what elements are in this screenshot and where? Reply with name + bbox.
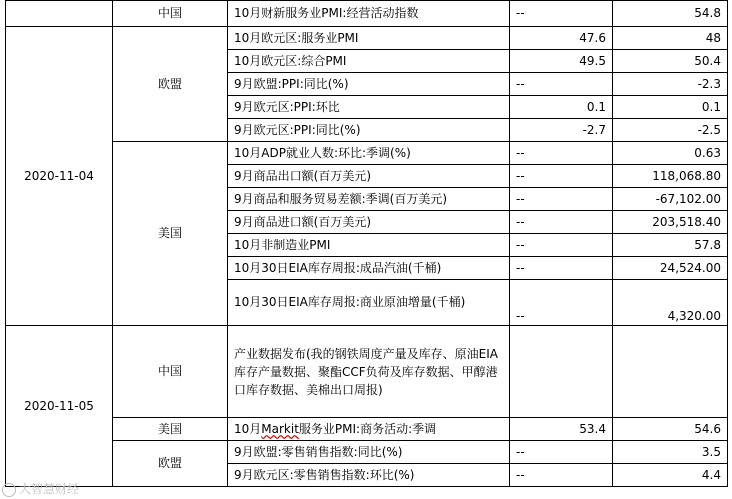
table-row [6, 142, 728, 165]
region-cell: 中国 [113, 326, 228, 418]
table-row [6, 418, 728, 441]
expected-cell: 0.63 [613, 142, 728, 165]
expected-cell: 50.4 [613, 50, 728, 73]
previous-cell: 47.6 [510, 27, 613, 50]
economic-calendar-table [5, 0, 728, 487]
table-row [6, 441, 728, 464]
region-cell: 美国 [113, 142, 228, 326]
indicator-cell: 9月商品和服务贸易差额:季调(百万美元) [228, 188, 510, 211]
table-row [6, 27, 728, 50]
previous-cell: -- [510, 188, 613, 211]
expected-cell: -2.3 [613, 73, 728, 96]
expected-cell [613, 326, 728, 418]
indicator-cell: 10月欧元区:服务业PMI [228, 27, 510, 50]
expected-cell: 54.6 [613, 418, 728, 441]
previous-cell: -- [510, 234, 613, 257]
expected-cell: 4.4 [613, 464, 728, 487]
previous-cell: -- [510, 165, 613, 188]
indicator-cell: 9月欧元区:PPI:同比(%) [228, 119, 510, 142]
table-row [6, 1, 728, 27]
expected-cell: 118,068.80 [613, 165, 728, 188]
previous-cell: 49.5 [510, 50, 613, 73]
region-cell: 欧盟 [113, 27, 228, 142]
indicator-prefix: 10月 [234, 421, 262, 436]
date-cell [6, 1, 113, 27]
previous-cell: -- [510, 142, 613, 165]
previous-cell: 0.1 [510, 96, 613, 119]
previous-cell: -- [510, 211, 613, 234]
indicator-cell: 10月30日EIA库存周报:商业原油增量(千桶) [228, 280, 510, 326]
indicator-cell: 9月商品出口额(百万美元) [228, 165, 510, 188]
expected-cell: -67,102.00 [613, 188, 728, 211]
indicator-cell: 9月欧盟:PPI:同比(%) [228, 73, 510, 96]
expected-cell: -2.5 [613, 119, 728, 142]
previous-cell: 53.4 [510, 418, 613, 441]
indicator-cell: 10月30日EIA库存周报:成品汽油(千桶) [228, 257, 510, 280]
previous-cell: -2.7 [510, 119, 613, 142]
indicator-cell: 产业数据发布(我的钢铁周度产量及库存、原油EIA库存产量数据、聚酯CCF负荷及库存数据、甲醇港口库存数据、美棉出口周报) [228, 326, 510, 418]
expected-cell: 24,524.00 [613, 257, 728, 280]
region-cell: 美国 [113, 418, 228, 441]
previous-cell: -- [510, 1, 613, 27]
indicator-cell: 10月非制造业PMI [228, 234, 510, 257]
indicator-cell [228, 418, 510, 441]
previous-cell: -- [510, 280, 613, 326]
expected-cell: 0.1 [613, 96, 728, 119]
date-cell: 2020-11-04 [6, 27, 113, 326]
indicator-cell: 9月商品进口额(百万美元) [228, 211, 510, 234]
expected-cell: 203,518.40 [613, 211, 728, 234]
date-cell: 2020-11-05 [6, 326, 113, 487]
region-cell: 欧盟 [113, 441, 228, 487]
expected-cell: 48 [613, 27, 728, 50]
previous-cell: -- [510, 464, 613, 487]
indicator-suffix: 服务业PMI:商务活动:季调 [298, 421, 437, 436]
previous-cell: -- [510, 257, 613, 280]
table-row [6, 326, 728, 418]
indicator-cell: 10月ADP就业人数:环比:季调(%) [228, 142, 510, 165]
indicator-underlined-word: Markit [261, 421, 299, 436]
expected-cell: 3.5 [613, 441, 728, 464]
camera-icon [2, 483, 16, 497]
watermark-text: 大智慧财经 [19, 482, 80, 496]
previous-cell: -- [510, 441, 613, 464]
expected-cell: 4,320.00 [613, 280, 728, 326]
indicator-cell: 9月欧元区:PPI:环比 [228, 96, 510, 119]
previous-cell [510, 326, 613, 418]
previous-cell: -- [510, 73, 613, 96]
indicator-cell: 10月财新服务业PMI:经营活动指数 [228, 1, 510, 27]
watermark [2, 480, 79, 497]
region-cell: 中国 [113, 1, 228, 27]
expected-cell: 54.8 [613, 1, 728, 27]
indicator-cell: 10月欧元区:综合PMI [228, 50, 510, 73]
indicator-cell: 9月欧盟:零售销售指数:同比(%) [228, 441, 510, 464]
expected-cell: 57.8 [613, 234, 728, 257]
indicator-cell: 9月欧元区:零售销售指数:环比(%) [228, 464, 510, 487]
